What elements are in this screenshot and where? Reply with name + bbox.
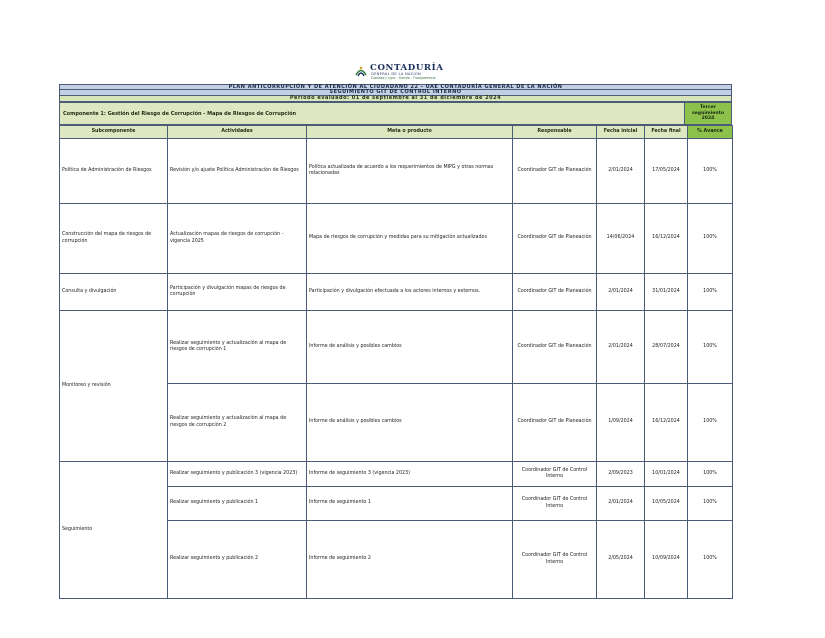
fecha-inicial-cell: 1/09/2024 [597,384,645,462]
avance-cell: 100% [688,462,733,487]
meta-cell: Participación y divulgación efectuada a los actores internos y externos. [307,274,513,311]
fecha-final-cell: 16/12/2024 [645,384,688,462]
tercer-seguimiento-header [685,102,732,125]
fecha-inicial-cell: 2/01/2024 [597,311,645,384]
plan-title: PLAN ANTICORRUPCIÓN Y DE ATENCIÓN AL CIUDADANO 22 - UAE CONTADURÍA GENERAL DE LA NACIÓN [59,84,732,90]
responsable-cell: Coordinador GIT de Planeación [513,139,597,204]
actividad-cell: Realizar seguimiento y publicación 2 [168,521,307,599]
avance-cell: 100% [688,274,733,311]
responsable-cell: Coordinador GIT de Control Interno [513,521,597,599]
meta-cell: Informe de análisis y posibles cambios [307,311,513,384]
meta-cell: Mapa de riesgos de corrupción y medidas para su mitigación actualizados [307,204,513,274]
subcomponente-cell: Seguimiento [60,462,168,599]
meta-cell: Política actualizada de acuerdo a los requerimientos de MIPG y otras normas relacionadas [307,139,513,204]
meta-cell: Informe de análisis y posibles cambios [307,384,513,462]
meta-cell: Informe de seguimiento 2 [307,521,513,599]
fecha-final-cell: 10/09/2024 [645,521,688,599]
actividad-cell: Realizar seguimiento y publicación 1 [168,487,307,521]
fecha-inicial-cell: 2/01/2024 [597,274,645,311]
column-header: Meta o producto [307,126,513,139]
contaduria-logo [354,62,444,82]
avance-cell: 100% [688,487,733,521]
fecha-inicial-cell: 2/09/2023 [597,462,645,487]
responsable-cell: Coordinador GIT de Planeación [513,384,597,462]
risk-map-table [59,125,733,599]
responsable-cell: Coordinador GIT de Control Interno [513,462,597,487]
column-header: Fecha inicial [597,126,645,139]
responsable-cell: Coordinador GIT de Planeación [513,311,597,384]
fecha-final-cell: 16/12/2024 [645,204,688,274]
actividad-cell: Realizar seguimiento y actualización al mapa de riesgos de corrupción 2 [168,384,307,462]
fecha-inicial-cell: 2/01/2024 [597,487,645,521]
subcomponente-cell: Consulta y divulgación [60,274,168,311]
avance-cell: 100% [688,384,733,462]
column-header: Responsable [513,126,597,139]
responsable-cell: Coordinador GIT de Planeación [513,204,597,274]
table-header-row [60,126,733,139]
fecha-inicial-cell: 2/05/2024 [597,521,645,599]
actividad-cell: Realizar seguimiento y actualización al mapa de riesgos de corrupción 1 [168,311,307,384]
responsable-cell: Coordinador GIT de Planeación [513,274,597,311]
column-header: Actividades [168,126,307,139]
period-evaluated: Periodo evaluado: 01 de septiembre al 31 de diciembre de 2024 [59,96,732,102]
logo-subtitle: GENERAL DE LA NACIÓN [371,72,422,76]
fecha-final-cell: 17/05/2024 [645,139,688,204]
meta-cell: Informe de seguimiento 1 [307,487,513,521]
table-row [60,274,733,311]
tercer-line-2: seguimiento [691,110,725,116]
responsable-cell: Coordinador GIT de Control Interno [513,487,597,521]
column-header: Subcomponente [60,126,168,139]
table-row [60,204,733,274]
fecha-final-cell: 10/05/2024 [645,487,688,521]
fecha-final-cell: 10/01/2024 [645,462,688,487]
column-header: Fecha final [645,126,688,139]
fecha-inicial-cell: 14/06/2024 [597,204,645,274]
actividad-cell: Realizar seguimiento y publicación 3 (vigencia 2023) [168,462,307,487]
avance-cell: 100% [688,139,733,204]
avance-cell: 100% [688,521,733,599]
table-row [60,462,733,487]
tercer-line-3: 2024 [701,116,715,122]
table-row [60,311,733,384]
table-row [60,139,733,204]
tercer-line-1: Tercer [699,105,716,111]
column-header: % Avance [688,126,733,139]
avance-cell: 100% [688,311,733,384]
actividad-cell: Participación y divulgación mapas de riesgos de corrupción [168,274,307,311]
fecha-inicial-cell: 2/01/2024 [597,139,645,204]
logo-name: CONTADURÍA [370,63,444,73]
contaduria-emblem-icon [354,65,368,78]
fecha-final-cell: 31/01/2024 [645,274,688,311]
fecha-final-cell: 28/07/2024 [645,311,688,384]
actividad-cell: Revisión y/o ajuste Política Administración de Riesgos [168,139,307,204]
meta-cell: Informe de seguimiento 3 (vigencia 2023) [307,462,513,487]
subcomponente-cell: Política de Administración de Riesgos [60,139,168,204]
actividad-cell: Actualización mapas de riesgos de corrupción - vigencia 2025 [168,204,307,274]
plan-subtitle: SEGUIMIENTO GIT DE CONTROL INTERNO [59,90,732,96]
subcomponente-cell: Monitoreo y revisión [60,311,168,462]
component-title: Componente 1: Gestión del Riesgo de Corrupción - Mapa de Riesgos de Corrupción [59,102,685,125]
avance-cell: 100% [688,204,733,274]
subcomponente-cell: Construcción del mapa de riesgos de corrupción [60,204,168,274]
logo-tagline: Claridad y rigor - Fuente - Transparencia [371,76,436,80]
